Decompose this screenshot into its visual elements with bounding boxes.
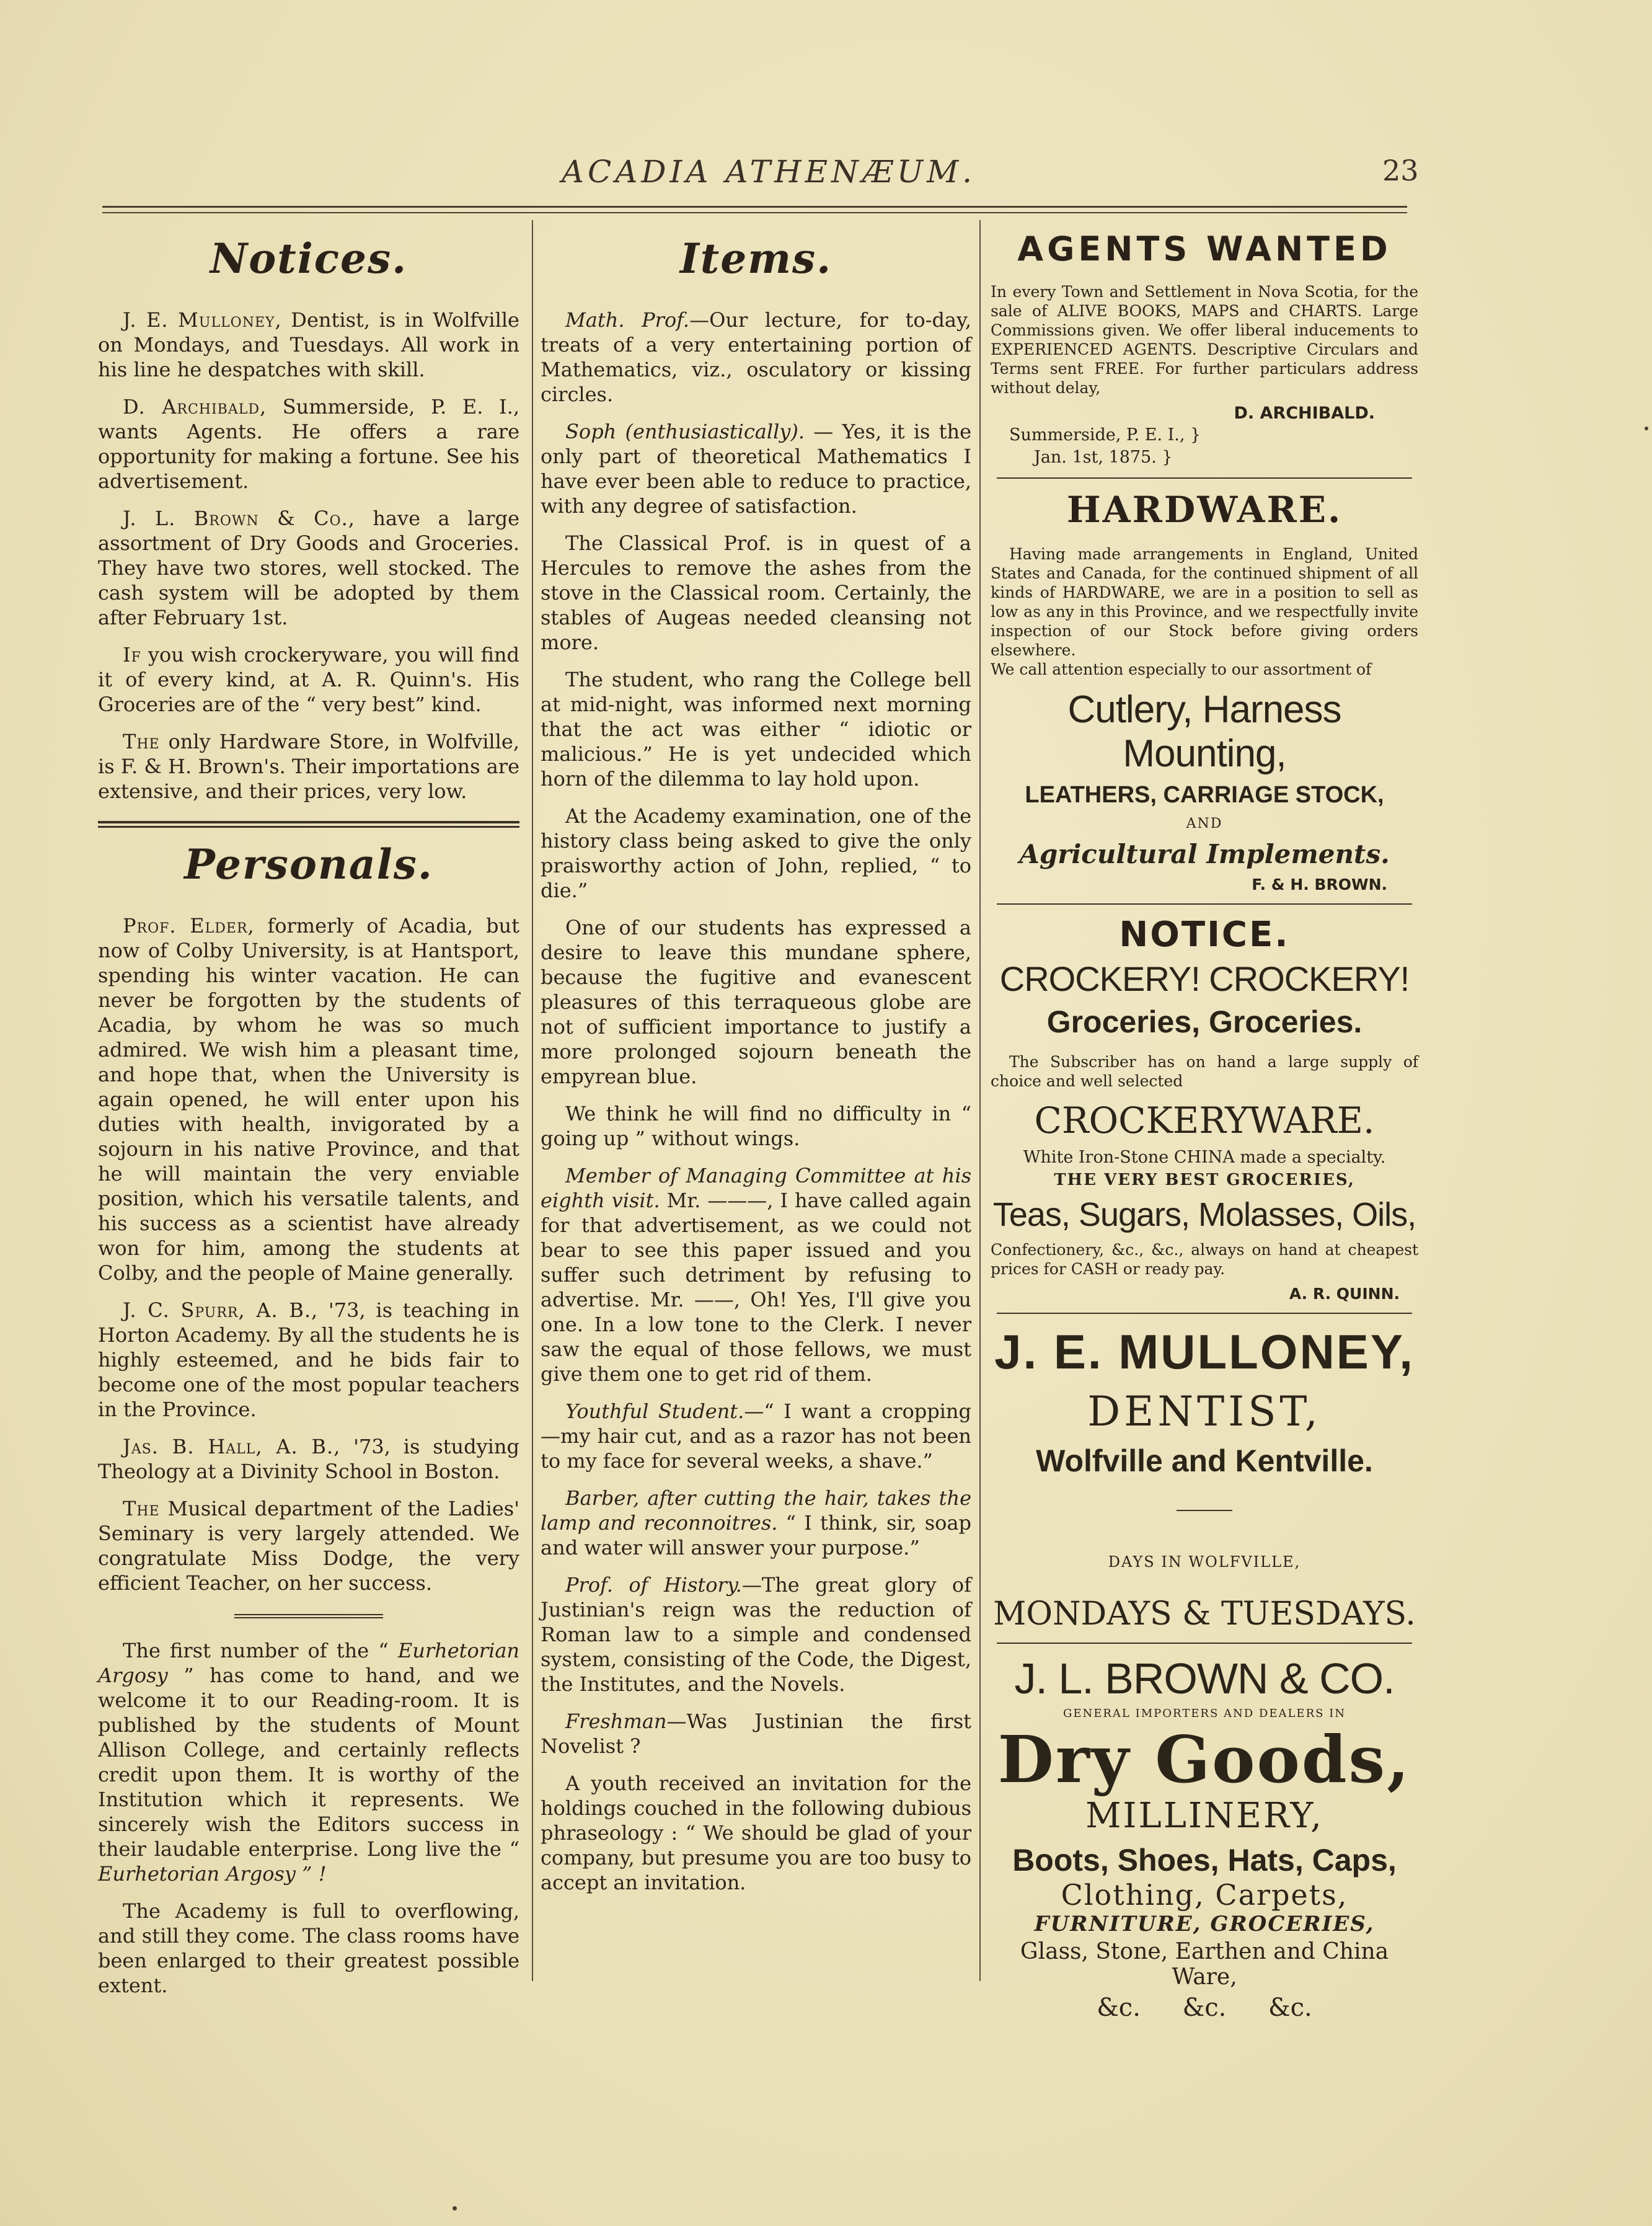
paragraph-text: —“ I want a cropping—my hair cut, and as a razor has not been to my face for several weeks, a shave.” xyxy=(541,1399,972,1473)
ad-divider xyxy=(997,477,1412,479)
academy-paragraph: The Academy is full to overflowing, and still they come. The class rooms have been enlarged to their greatest possible extent. xyxy=(98,1899,519,1997)
header-rule-2 xyxy=(102,212,1407,213)
paragraph-text: At the Academy examination, one of the history class being asked to give the only praisworthy action of John, replied, “ to die.” xyxy=(541,804,971,902)
article-paragraph xyxy=(541,531,971,655)
article-paragraph xyxy=(541,1486,971,1560)
argosy-paragraph xyxy=(98,1638,519,1886)
paragraph-lead: J. C. Spurr, A. B., xyxy=(123,1298,319,1322)
ad-notice xyxy=(991,915,1418,1303)
notice-heading: NOTICE. xyxy=(1119,915,1290,955)
paragraph-text: '73, is teaching in Horton Academy. By all the students he is highly esteemed, and he bids fair to become one of the most popular teachers in the Province. xyxy=(98,1298,519,1421)
notice-china: White Iron-Stone CHINA made a specialty. xyxy=(1023,1148,1386,1167)
argosy-title-2: Eurhetorian Argosy xyxy=(98,1862,296,1886)
agents-date: Jan. 1st, 1875. } xyxy=(1034,448,1173,467)
argosy-text-b: ” has come to hand, and we welcome it to our Reading-room. It is published by the students of Mount Allison College, and certainly reflects credit upon them. It is worthy of the Institution which it represents. We sincerely wish the Editors success in their laudable enterprise. Long live the “ xyxy=(98,1664,519,1861)
paragraph-lead: Youthful Student. xyxy=(565,1399,744,1423)
hardware-body: Having made arrangements in England, United States and Canada, for the continued shipment of all kinds of HARDWARE, we are in a position to sell as low as any in this Province, and we respectfully invite inspection of our Stock before giving orders elsewhere. xyxy=(991,545,1418,659)
ad-mulloney xyxy=(991,1324,1418,1633)
paragraph-lead: Soph (enthusiastically). xyxy=(565,420,805,443)
ad-divider xyxy=(997,1313,1412,1314)
argosy-text-c: ” ! xyxy=(295,1862,327,1886)
article-paragraph xyxy=(98,1298,519,1422)
notice-body: The Subscriber has on hand a large supply of choice and well selected xyxy=(991,1053,1418,1090)
ad-hardware xyxy=(991,489,1418,894)
speck xyxy=(453,2206,457,2210)
paragraph-lead: D. Archibald, xyxy=(123,395,267,419)
column-divider-1 xyxy=(532,220,533,1981)
paragraph-text: Mr. ———, I have called again for that advertisement, as we could not bear to see this paper issued and you suffer such detriment by refusing to advertise. Mr. ——, Oh! Yes, I'll give you one. In a low tone to the Clerk. I never saw the equal of those fellows, we must give them one to get rid of them. xyxy=(541,1189,972,1386)
article-paragraph xyxy=(541,1101,971,1151)
ad-divider xyxy=(997,1643,1412,1644)
ad-divider xyxy=(997,903,1412,905)
etc-2: &c. xyxy=(1182,1993,1227,2022)
paragraph-lead: J. L. Brown & Co., xyxy=(123,507,355,530)
paragraph-text: formerly of Acadia, but now of Colby University, is at Hantsport, spending his winter vacation. He can never be forgotten by the students of Acadia, by whom he was so much admired. We wish him a pleasant time, and hope that, when the University is again opened, he will enter upon his duties with health, invigorated by a sojourn in his native Province, and that he will maintain the very enviable position, which his versatile talents, and his success as a scientist have already won for him, among the students at Colby, and the people of Maine generally. xyxy=(98,914,519,1285)
short-rule xyxy=(1177,1510,1232,1511)
paragraph-text: —Our lecture, for to-day, treats of a very entertaining portion of Mathematics, viz., osculatory or kissing circles. xyxy=(541,308,972,406)
mulloney-days-label: DAYS IN WOLFVILLE, xyxy=(1108,1553,1301,1571)
article-paragraph xyxy=(98,394,519,494)
items-heading: Items. xyxy=(679,234,833,283)
agents-place: Summerside, P. E. I., } xyxy=(1009,425,1201,445)
argosy-text-a: The first number of the “ xyxy=(123,1639,398,1662)
brown-furniture: FURNITURE, GROCERIES, xyxy=(1034,1912,1375,1936)
brown-glass: Glass, Stone, Earthen and China Ware, xyxy=(1020,1939,1389,1990)
paragraph-text: —The great glory of Justinian's reign was the reduction of Roman law to a simple and condensed system, consisting of the Code, the Digest, the Institutes, and the Novels. xyxy=(541,1573,972,1696)
paragraph-lead: Math. Prof. xyxy=(565,308,690,332)
ad-brown xyxy=(991,1654,1418,2022)
page-number: 23 xyxy=(1382,154,1419,187)
brown-boots: Boots, Shoes, Hats, Caps, xyxy=(1012,1843,1397,1878)
paragraph-lead: The xyxy=(123,730,160,753)
paragraph-text: One of our students has expressed a desire to leave this mundane sphere, because the fugitive and evanescent pleasures of this terraqueous globe are not of sufficient importance to justify a more prolonged sojourn beneath the empyrean blue. xyxy=(541,916,971,1088)
article-paragraph xyxy=(541,1771,971,1895)
paragraph-lead: Prof. of History. xyxy=(565,1573,742,1597)
personals-heading: Personals. xyxy=(184,840,433,889)
notice-groceries: Groceries, Groceries. xyxy=(1046,1004,1363,1039)
article-paragraph xyxy=(98,308,519,382)
article-paragraph xyxy=(98,1434,519,1484)
article-paragraph xyxy=(98,1496,519,1595)
article-paragraph xyxy=(541,1163,971,1386)
agents-sign: D. ARCHIBALD. xyxy=(1234,404,1375,423)
paragraph-text: have a large assortment of Dry Goods and Groceries. They have two stores, well stocked. The cash system will be adopted by them after February 1st. xyxy=(98,507,520,629)
notice-crockeryware: CROCKERYWARE. xyxy=(1034,1099,1375,1142)
hardware-and: AND xyxy=(1186,816,1223,831)
article-paragraph xyxy=(541,1709,971,1758)
agents-heading: AGENTS WANTED xyxy=(1017,229,1392,268)
paragraph-lead: J. E. Mulloney, xyxy=(123,308,282,332)
short-divider xyxy=(234,1614,383,1618)
etc-1: &c. xyxy=(1097,1993,1141,2022)
column-middle xyxy=(541,229,971,1907)
notice-crockery: CROCKERY! CROCKERY! xyxy=(999,959,1410,998)
hardware-line3: Agricultural Implements. xyxy=(1019,839,1390,869)
article-paragraph xyxy=(541,667,971,791)
mulloney-name: J. E. MULLONEY, xyxy=(994,1324,1415,1379)
personals-list xyxy=(98,913,519,1595)
paragraph-text: The Classical Prof. is in quest of a Hercules to remove the ashes from the stove in the Classical room. Certainly, the stables of Augeas needed cleansing not more. xyxy=(541,531,971,654)
hardware-line2: LEATHERS, CARRIAGE STOCK, xyxy=(1025,782,1384,808)
paragraph-lead: The xyxy=(123,1497,160,1520)
article-paragraph xyxy=(541,1572,971,1696)
article-paragraph xyxy=(541,419,971,518)
column-ads xyxy=(991,229,1418,2022)
agents-body: In every Town and Settlement in Nova Scotia, for the sale of ALIVE BOOKS, MAPS and CHARTS. Large Commissions given. We offer liberal inducements to EXPERIENCED AGENTS. Descriptive Circulars and Terms sent FREE. For further particulars address without delay, xyxy=(991,283,1418,397)
mulloney-places: Wolfville and Kentville. xyxy=(1036,1443,1373,1478)
article-paragraph xyxy=(98,642,519,717)
paragraph-lead: Member of Managing Committee at his eighth visit. xyxy=(541,1164,971,1212)
hardware-sign: F. & H. BROWN. xyxy=(1252,876,1387,894)
paragraph-lead: Jas. B. Hall, A. B., xyxy=(123,1435,341,1458)
notice-confect: Confectionery, &c., &c., always on hand at cheapest prices for CASH or ready pay. xyxy=(991,1241,1418,1278)
section-divider xyxy=(98,821,519,828)
brown-sub: GENERAL IMPORTERS AND DEALERS IN xyxy=(1062,1707,1346,1720)
column-divider-2 xyxy=(979,220,981,1981)
paragraph-text: Summerside, P. E. I., wants Agents. He offers a rare opportunity for making a fortune. See his advertisement. xyxy=(98,395,520,493)
notice-best: THE VERY BEST GROCERIES, xyxy=(1054,1171,1355,1189)
paragraph-text: The student, who rang the College bell at mid-night, was informed next morning that the act was either “ idiotic or malicious.” He is yet undecided which horn of the dilemma to lay hold upon. xyxy=(541,668,971,791)
paragraph-lead: Freshman xyxy=(565,1709,667,1733)
argosy-title: Eurhetorian Argosy xyxy=(98,1639,519,1687)
article-paragraph xyxy=(98,729,519,804)
paragraph-text: “ I think, sir, soap and water will answer your purpose.” xyxy=(541,1511,972,1559)
ad-agents-wanted xyxy=(991,229,1418,468)
speck xyxy=(1645,427,1648,430)
notice-sign: A. R. QUINN. xyxy=(1289,1285,1400,1303)
brown-etc xyxy=(1055,1993,1354,2022)
brown-clothing: Clothing, Carpets, xyxy=(1061,1878,1348,1912)
paragraph-text: you wish crockeryware, you will find it of every kind, at A. R. Quinn's. His Groceries are of the “ very best” kind. xyxy=(98,643,519,716)
paragraph-text: only Hardware Store, in Wolfville, is F. & H. Brown's. Their importations are extensive, and their prices, very low. xyxy=(98,730,519,803)
paragraph-text: We think he will find no difficulty in “ going up ” without wings. xyxy=(541,1102,971,1150)
hardware-line1: Cutlery, Harness Mounting, xyxy=(1067,688,1341,775)
hardware-heading: HARDWARE. xyxy=(1066,489,1343,531)
mulloney-title: DENTIST, xyxy=(1087,1388,1322,1435)
mulloney-days: MONDAYS & TUESDAYS. xyxy=(993,1595,1416,1633)
header-rule xyxy=(102,206,1407,208)
article-paragraph xyxy=(541,915,971,1089)
brown-name: J. L. BROWN & CO. xyxy=(1014,1654,1395,1703)
paragraph-lead: If xyxy=(123,643,141,667)
etc-3: &c. xyxy=(1268,1993,1312,2022)
running-title: ACADIA ATHENÆUM. xyxy=(561,154,976,190)
column-left xyxy=(98,229,519,2010)
paragraph-lead: Barber, after cutting the hair, takes the lamp and reconnoitres. xyxy=(541,1486,971,1535)
paragraph-text: '73, is studying Theology at a Divinity School in Boston. xyxy=(98,1435,519,1483)
article-paragraph xyxy=(541,308,971,407)
hardware-attention: We call attention especially to our assortment of xyxy=(991,660,1372,678)
notices-heading: Notices. xyxy=(210,234,408,283)
paragraph-text: —Was Justinian the first Novelist ? xyxy=(541,1709,971,1758)
notice-teas: Teas, Sugars, Molasses, Oils, xyxy=(992,1196,1416,1233)
article-paragraph xyxy=(541,804,971,903)
article-paragraph xyxy=(541,1399,971,1473)
paragraph-text: A youth received an invitation for the holdings couched in the following dubious phraseology : “ We should be glad of your company, but presume you are too busy to accept an invitation. xyxy=(541,1771,971,1894)
article-paragraph xyxy=(98,913,519,1285)
brown-millinery: MILLINERY, xyxy=(1085,1796,1323,1836)
paragraph-lead: Prof. Elder, xyxy=(123,914,255,938)
paragraph-text: — Yes, it is the only part of theoretical Mathematics I have ever been able to reduce to practice, with any degree of satisfaction. xyxy=(541,420,971,518)
paragraph-text: Musical department of the Ladies' Seminary is very largely attended. We congratulate Miss Dodge, the very efficient Teacher, on her success. xyxy=(98,1497,519,1595)
paragraph-text: Dentist, is in Wolfville on Mondays, and Tuesdays. All work in his line he despatches with skill. xyxy=(98,308,519,381)
notices-list xyxy=(98,308,519,804)
brown-dry: Dry Goods, xyxy=(997,1721,1411,1798)
items-list xyxy=(541,308,971,1895)
article-paragraph xyxy=(98,506,519,630)
